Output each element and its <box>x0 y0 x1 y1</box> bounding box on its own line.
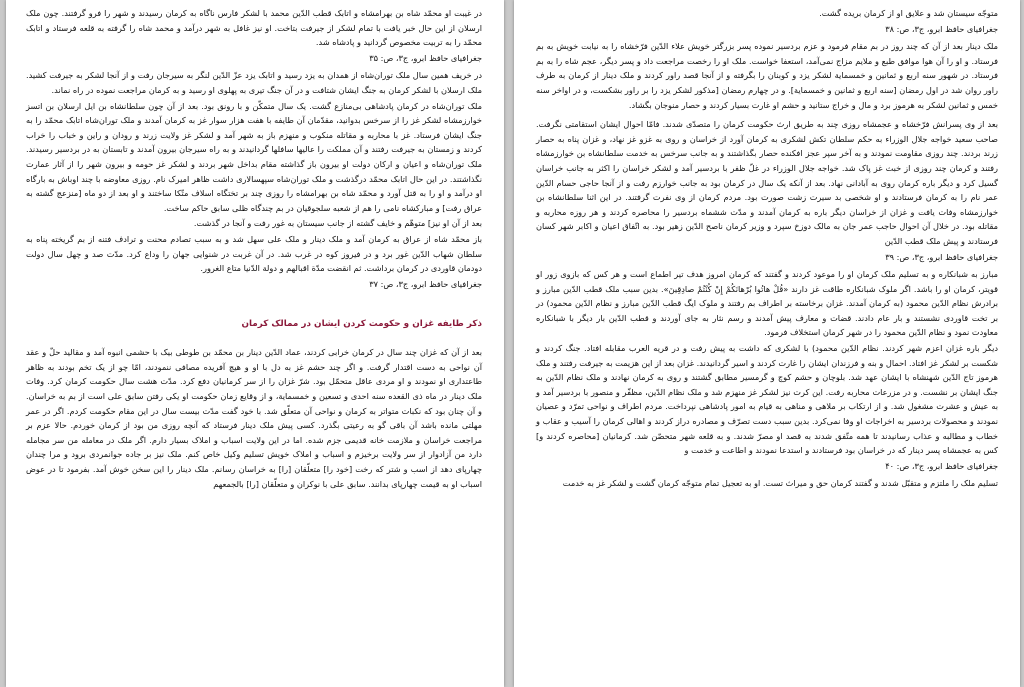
section-heading: ذکر طایفه غزان و حکومت کردن ایشان در ممالک کرمان <box>241 319 482 330</box>
paragraph: بعد از آن او نیز] متوهّم و خایف گشته از جانب سیستان به غور رفت و آنجا در گذشت. <box>193 218 482 229</box>
paragraph: بعد از آن که غزان چند سال در کرمان خرابی کردند، عماد الدّین دینار بن محمّد بن طوطی بیک با حشمی انبوه آمد و مقالید حلّ و عقد آن نواحی به دست اقتدار گرفت. و اگر چند حشم غز به دل با او و هیچ آفریده مصافی ننمودند، امّا چو از یک تخم بودند به ظاهر طاعتداری او نمودند و او مردی عاقل متحمّل بود. شرّ غزان را از سر کرمانیان دفع کرد. مدّت هشت سال حکومت کرمان کرد. وفات ملک دینار در ماه ذی القعده سنه احدی و تسعین و خمسمایة، و از وقایع زمان حکومت او یکی رفتن سابق علی است از بم به خراسان. و آن چنان بود که نکبات متواتر به کرمان و نواحی آن متعلّق شد. با خود گفت مدّت بیست سال در این مقام حکومت کردم. اگر در عمر مهلتی مانده باشد آن باقی گو به رعیتی بگذرد. کسی پیش ملک دینار فرستاد که آنچه روزی من بود از کرمان خوردم. حالا عزم بر مراجعت خراسان و ملازمت خانه قدیمی جزم شده. اما در این ولایت اسباب و املاک بسیار دارم. اگر ملک در معامله من سر مجامله دارد من آزادوار از سر ولایت برخیزم و اسباب و املاک خویش تسلیم وکیل خاص کنم. ملک نیز بر جاده جوانمردی برود و مرا چندان چهارپای دهد از اسب و شتر که رخت [خود را] متعلّقان [را] به خراسان رسانم. ملک دینار را این سخن خوش آمد. بفرمود تا در عوض اسباب او به قیمت چهارپای بدانند. سابق علی با نوکران و متعلّقان [را] بالجمعهم <box>26 347 482 489</box>
paragraph: متوجّه سیستان شد و علایق او از کرمان بریده گشت. <box>819 8 998 18</box>
paragraph: بعد از وی پسرانش فرّخشاه و عجمشاه روزی چند به طریق ارث حکومت کرمان را متصدّی شدند. فامّا احوال ایشان استقامتی نگرفت. صاحب سعید خواجه جلال الوزراء به حکم سلطان تکش لشکری به کرمان آورد از خراسان و روی به غزو غز نهاد، و غزان پناه به حصار زرند بردند. چند روزی مقاومت نمودند و به آخر سپر عجز افکنده حصار بگذاشتند و به جانب سرخس به خدمت سلطانشاه بن خوارزمشاه رفتند و کرمان چند روزی از خبث غز پاک شد. خواجه جلال الوزراء در غلّ ظفر با بردسیر آمد و لشکر خراسان را اکثر به جانب خراسان گسیل کرد و دیگر باره کرمان روی به آبادانی نهاد. بعد از آنکه یک سال در کرمان بود به جانب خوارزم رفت و از آنجا حاجی حسام الدّین عمر نام را به کرمان فرستادند و او شخصی بد سیرت زشت صورت بود. مردم کرمان از وی نفرت گرفتند. در این اثنا سلطانشاه بن خوارزمشاه وفات یافت و غزان از خراسان دیگر باره به کرمان آمدند و مدّت ششماه بردسیر را محاصره کردند و هر روزه محاربه و مقاتله بود. در خلال آن احوال حاجب عمر جان به مالک دوزخ سپرد و وزیر کرمان ناصح الدّین زهیر بود. به اتّفاق اعیان و اکابر شهر کسان فرستادند و پیش ملک قطب الدّین <box>536 119 998 246</box>
left-page-text <box>26 6 482 291</box>
left-page <box>6 0 504 687</box>
paragraph: در خریف همین سال ملک توران‌شاه از همدان به یزد رسید و اتابک یزد عزّ الدّین لنگر به سیرجان رفت و از آنجا لشکر به جیرفت کشید. ملک ارسلان با لشکر کرمان به جنگ ایشان شتافت و در آن جنگ تیری به پهلوی او رسید و به کرمان مراجعت نموده در راه نماند. <box>26 70 482 95</box>
paragraph: مبارز به شبانکاره و به تسلیم ملک کرمان او را موعود کردند و گفتند که کرمان امروز هدف تیر اطماع است و هر کس که بازوی زور او قویتر، کرمان او را باشد. اگر ملوک شبانکاره طاقت غز دارند «قُلْ هاتُوا بُرْهانَکُمْ إِنْ کُنْتُمْ صادِقِینَ». بدین سبب ملک قطب الدّین مبارز و برادرش نظام الدّین محمود (به کرمان آمدند. غزان برخاسته بر اطراف بم رفتند و ملوک ایگ قطب الدّین مبارز و نظام الدّین محمود) در بر تخت قاوردی نشستند و بار عام دادند. قضات و معارف پیش آمدند و رسم نثار به جای آوردند و قطب الدّین بار دیگر با شبانکاره معاودت نمود و نظام الدّین محمود را در شهر کرمان استخلاف فرمود. <box>536 269 998 338</box>
page-reference: جغرافیای حافظ ابرو، ج۳، ص: ۳۷ <box>369 278 482 289</box>
paragraph: در غیبت او محمّد شاه بن بهرامشاه و اتابک قطب الدّین محمد با لشکر فارس ناگاه به کرمان رسیدند و شهر را فرو گرفتند. چون ملک ارسلان از این حال خبر یافت با تمام لشکر از جیرفت بتاخت. او نیز غافل به شهر درآمد و محمد شاه را گرفته به قلعه فرستاد و اتابک محمّد را به تربیت مخصوص گردانید و پادشاه شد. <box>26 8 482 48</box>
paragraph: ملک دینار بعد از آن که چند روز در بم مقام فرمود و عزم بردسیر نموده پسر بزرگتر خویش علاء الدّین فرّخشاه را به نیابت خویش به بم فرستاد. و او را آن هوا موافق طبع و ملایم مزاج نمی‌آمد، استعفا خواست. ملک او را رخصت مراجعت داد و پسر دیگر، عجم شاه را به بم فرستاد. در شهور سنه اربع و ثمانین و خمسمایة لشکر یزد و کوبنان را بگرفته و از آنجا قصد راور کردند و ملک دینار از کرمان به طرف راور روان شد در اول رمضان [سنه اربع و ثمانین و خمسمایة]. و در چهارم رمضان [مذکور لشکر یزد را بر راور بشکست، و در اواخر سنه خمس و ثمانین لشکر به هرموز برد و مال و خراج ستانید و حشم او غارت بسیار کردند و حصار منوجان بگشاد. <box>536 41 998 110</box>
paragraph: دیگر باره غزان اعزم شهر کردند. نظام الدّین محمود) با لشکری که داشت به پیش رفت و در قریه العرب مقابله افتاد. جنگ کردند و شکست بر لشکر غز افتاد. احمال و بنه و فرزندان ایشان را غارت کردند و اسیر گردانیدند. غزان بعد از این هزیمت به جیرفت رفتند و ملک هرموز تاج الدّین شهنشاه با ایشان عهد شد. بلوچان و حشم کوچ و گرمسیر مطابق گشتند و روی به کرمان نهادند و ملک نظام الدّین به جنگ ایشان بر نشست. و در مزرعات محاربه رفت. این کرت نیز لشکر غز منهزم شد و ملک نظام الدّین، مظفّر و منصور با بردسیر آمد و به عیش و عشرت مشغول شد. و از ارتکاب بر ملاهی و مناهی به قیام به امور پادشاهی نپرداخت. مردم اطراف و نواحی تمرّد و عصیان نمودند و محصولات بردسیر به اخراجات او وفا نمی‌کرد. بدین سبب دست تصرّف و مصادره دراز کردند و اهالی کرمان را آسیب و عقاب و خطاب و مطالبه و عذاب رسانیدند تا همه متّفق شدند به قصد او مصرّ شدند. و به قلعه شهر متحصّن شد. کرمانیان [محاصره کردند و] کس به عجمشاه پسر دینار که در خراسان بود فرستادند و استدعا نمودند و اطاعت و خدمت و <box>535 343 998 456</box>
left-page-text-continued <box>26 345 482 491</box>
page-reference: جغرافیای حافظ ابرو، ج۳، ص: ۳۸ <box>885 23 998 34</box>
right-page <box>514 0 1020 687</box>
paragraph: تسلیم ملک را ملتزم و متقبّل شدند و گفتند کرمان حق و میراث تست. او به تعجیل تمام متوجّه کرمان گشت و لشکر غز به خدمت <box>562 478 998 489</box>
paragraph: باز محمّد شاه از عراق به کرمان آمد و ملک دینار و ملک علی سهل شد و به سبب تصادم محنت و ترادف فتنه از بم گریخته پناه به سلطان شهاب الدّین غور برد و در فیروز کوه در غرب شد. در آن غربت در شنوایی جهان را وداع کرد. مدّت صد و چهل سال دولت دودمان قاوردی در کرمان برداشت. ثم انقضت مدّة اقبالهم و دولة الدّنیا متاع الغرور. <box>26 233 482 274</box>
right-page-text <box>536 6 998 491</box>
page-reference: جغرافیای حافظ ابرو، ج۳، ص: ۴۰ <box>885 460 998 471</box>
page-reference: جغرافیای حافظ ابرو، ج۳، ص: ۳۵ <box>369 52 482 63</box>
page-reference: جغرافیای حافظ ابرو، ج۳، ص: ۳۹ <box>885 251 998 262</box>
paragraph: ملک توران‌شاه در کرمان پادشاهی بی‌منازع گشت. یک سال متمکّن و با رونق بود. بعد از آن چون سلطانشاه بن ایل ارسلان بن اتسز خوارزمشاه لشکر غز را از سرخس بدوانید، مقدّمان آن طایفه با هفت هزار سوار غز به کرمان آمدند و ملک توران‌شاه اتابک محمّد را به جنگ ایشان فرستاد. غز با محاربه و مقاتله منکوب و منهزم باز به شهر آمد و لشکر غز ولایت زرند و رودان و راین و خباب را خراب کردند و زمستان به جیرفت رفتند و آن مملکت را عالیها سافلها گردانیدند و به راه سیرجان بیرون آمدند و تابستان به در بردسیر رسیدند. ملک توران‌شاه و اعیان و ارکان دولت او بیرون باز گذاشته مقام بداخل شهر بردند و لشکر غز حومه و بیرون شهر را از آثار عمارت نگذاشتند. در این حال اتابک محمّد درگذشت و ملک توران‌شاه سپهسالاری داشت ظاهر امیرک نام. روزی معاوضه با چند اوباش به بارگاه او درآمد و او را به قتل آورد و محمّد شاه بن بهرامشاه را روزی چند بر تختگاه اسلاف متّکا ساختند و او بعد از دو ماه [منزعج گشته به عراق رفت] و مبارکشاه نامی را هم از شعبه سلجوقیان در بم چندگاه ظلی سابق حاکم ساخت. <box>26 100 482 213</box>
